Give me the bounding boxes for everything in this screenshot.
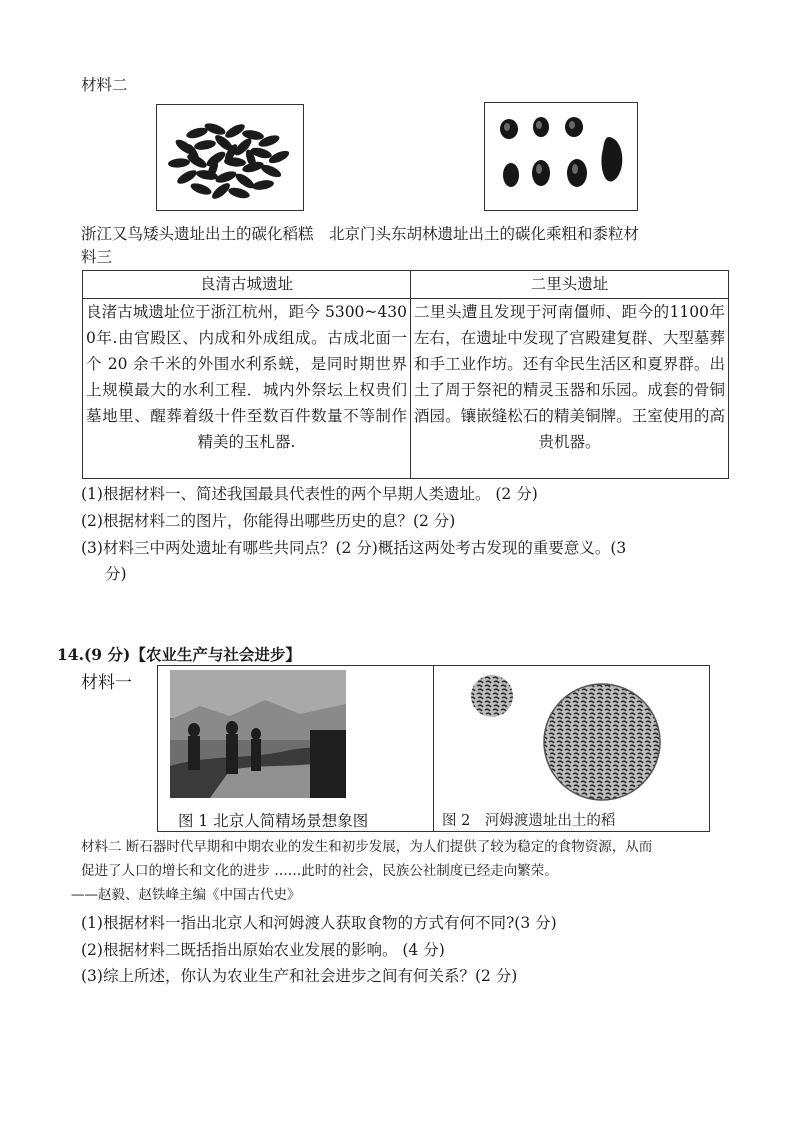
carbonized-millet-photo — [484, 102, 638, 211]
question-13-3-cont: 分) — [105, 565, 127, 583]
material1-label: 材料一 — [81, 673, 132, 693]
carbonized-rice-photo — [156, 104, 304, 211]
figures-table — [157, 665, 710, 832]
question-13-2: (2)根据材料二的图片，你能得出哪些历史的息？(2 分) — [81, 512, 456, 530]
erlitou-description: 二里头遭且发现于河南僵师、距今的1100年左右，在遗址中发现了宫殿建复群、大型墓葬和手工业作坊。还有伞民生活区和夏界群。出土了周于祭祀的精灵玉器和乐园。成套的骨铜酒园。镶嵌缝松石的精美铜牌。王室使用的高贵机器。 — [414, 303, 725, 451]
table-cell — [411, 299, 729, 479]
table-header: 良清古城遗址 — [83, 271, 411, 299]
liangzhu-description: 良渚古城遗址位于浙江杭州，距今 5300~4300年.由官殿区、内成和外成组成。古成北面一个 20 余千米的外围水利系蜣，是同时期世界上规模最大的水利工程．城内外祭坛上权贵们墓地里、醒葬着级十件至数百件数量不等制作精美的玉札器. — [86, 303, 407, 451]
material2-caption: 浙江又鸟矮头遗址出土的碳化稻糕 北京门头东胡林遗址出土的碳化乘粗和黍粒材 — [81, 225, 640, 243]
rice-grains-image — [157, 105, 302, 209]
sites-comparison-table — [82, 270, 729, 479]
q14-material2-line2: 促进了人口的增长和文化的进步 ……此时的社会，民族公社制度已经走向繁荣。 — [81, 863, 558, 879]
question-13-1: (1)根据材料一、简述我国最具代表性的两个早期人类遗址。 (2 分) — [81, 485, 538, 503]
figure-2-cell — [434, 666, 710, 832]
figure-1-cell — [158, 666, 434, 832]
q14-material2-line1: 材料二 断石器时代早期和中期农业的发生和初步发展，为人们提供了较为稳定的食物资源，从而 — [81, 839, 653, 855]
millet-grains-image — [485, 103, 636, 209]
figure-1-caption: 图 1 北京人简精场景想象图 — [178, 812, 369, 830]
table-cell — [83, 299, 411, 479]
question-14-2: (2)根据材料二既括指出原始农业发展的影响。 (4 分) — [81, 941, 445, 959]
figure-2-caption: 图 2 河姆渡遗址出土的稻 — [442, 813, 616, 829]
material2-label: 材料二 — [81, 76, 128, 94]
question-14-heading: 14.(9 分)【农业生产与社会进步】 — [57, 645, 301, 664]
hemudu-rice-image — [452, 668, 692, 803]
peking-man-scene-image — [170, 670, 346, 798]
question-14-1: (1)根据材料一指出北京人和河姆渡人获取食物的方式有何不同?(3 分) — [81, 914, 557, 932]
question-14-3: (3)综上所述，你认为农业生产和社会进步之间有何关系？(2 分) — [81, 967, 518, 985]
table-header: 二里头遗址 — [411, 271, 729, 299]
q14-source: ——赵毅、赵铁峰主编《中国古代史》 — [71, 887, 301, 903]
question-13-3: (3)材料三中两处遗址有哪些共同点？(2 分)概括这两处考古发现的重要意义。(3 — [81, 539, 627, 557]
material3-label: 料三 — [81, 248, 113, 266]
